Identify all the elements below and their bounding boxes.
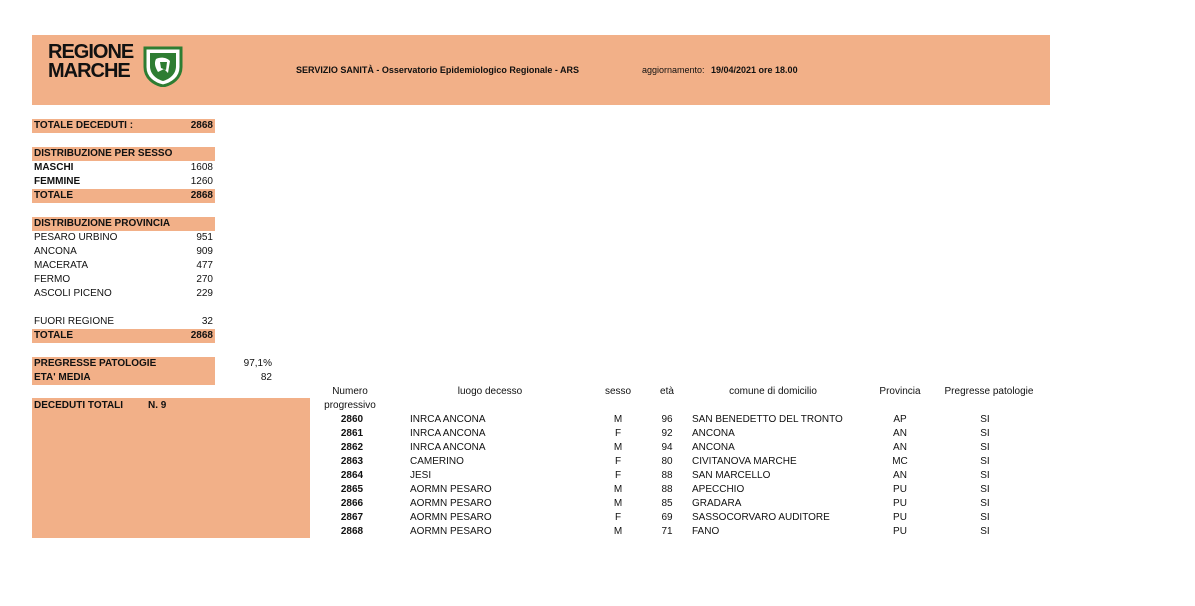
cell-provincia: PU [893,512,907,523]
cell-numero: 2860 [340,414,364,425]
cell-comune: CIVITANOVA MARCHE [692,456,797,467]
cell-comune: SASSOCORVARO AUDITORE [692,512,830,523]
cell-numero: 2868 [340,526,364,537]
column-header-provincia: Provincia [879,386,921,397]
cell-eta: 88 [661,470,673,481]
deceduti-totali-label: DECEDUTI TOTALI [34,400,124,411]
cell-comune: FANO [692,526,720,537]
cell-luogo: CAMERINO [410,456,464,467]
provincia-row [32,259,215,273]
sesso-label: FEMMINE [34,176,81,187]
cell-sesso: F [614,470,622,481]
cell-luogo: AORMN PESARO [410,484,492,495]
cell-luogo: INRCA ANCONA [410,428,486,439]
cell-provincia: AN [893,428,907,439]
cell-provincia: AP [893,414,907,425]
fuori-regione-row [32,315,215,329]
cell-luogo: AORMN PESARO [410,526,492,537]
cell-eta: 96 [661,414,673,425]
cell-eta: 71 [661,526,673,537]
column-header-eta: età [660,386,674,397]
header-title: SERVIZIO SANITÀ - Osservatorio Epidemiologico Regionale - ARS [296,65,580,75]
cell-comune: ANCONA [692,428,735,439]
cell-eta: 88 [661,484,673,495]
cell-numero: 2864 [340,470,364,481]
cell-eta: 69 [661,512,673,523]
provincia-label: MACERATA [34,260,89,271]
sesso-row-totale [32,189,215,203]
cell-comune: GRADARA [692,498,742,509]
cell-comune: SAN BENEDETTO DEL TRONTO [692,414,843,425]
cell-numero: 2867 [340,512,364,523]
cell-comune: ANCONA [692,442,735,453]
sesso-row-femmine [32,175,215,189]
totale-deceduti-value: 2868 [190,120,213,131]
cell-patologie: SI [980,442,990,453]
sesso-title-text: DISTRIBUZIONE PER SESSO [34,148,173,159]
update-value: 19/04/2021 ore 18.00 [711,65,798,75]
cell-comune: APECCHIO [692,484,745,495]
cell-numero: 2865 [340,484,364,495]
provincia-totale-value: 2868 [190,330,213,341]
pregresse-patologie-label: PREGRESSE PATOLOGIE [34,358,157,369]
regione-marche-emblem-icon [142,45,184,87]
cell-luogo: INRCA ANCONA [410,414,486,425]
column-header-patologie: Pregresse patologie [944,386,1034,397]
provincia-row [32,273,215,287]
provincia-label: PESARO URBINO [34,232,118,243]
cell-eta: 92 [661,428,673,439]
pregresse-patologie-value: 97,1% [243,358,272,369]
cell-sesso: M [613,498,623,509]
cell-luogo: INRCA ANCONA [410,442,486,453]
report-header [32,35,1050,105]
provincia-value: 909 [196,246,213,257]
sesso-label: MASCHI [34,162,74,173]
cell-sesso: M [613,484,623,495]
provincia-title-text: DISTRIBUZIONE PROVINCIA [34,218,171,229]
cell-patologie: SI [980,456,990,467]
cell-sesso: F [614,428,622,439]
regione-marche-logo: REGIONE MARCHE [48,41,134,82]
provincia-value: 270 [196,274,213,285]
sesso-value: 2868 [190,190,213,201]
cell-eta: 94 [661,442,673,453]
sesso-row-maschi [32,161,215,175]
cell-numero: 2866 [340,498,364,509]
sesso-value: 1260 [190,176,213,187]
sesso-label: TOTALE [34,190,74,201]
cell-patologie: SI [980,526,990,537]
cell-sesso: F [614,456,622,467]
cell-eta: 80 [661,456,673,467]
provincia-totale-row [32,329,215,343]
provincia-label: ASCOLI PICENO [34,288,112,299]
fuori-regione-label: FUORI REGIONE [34,316,115,327]
cell-provincia: PU [893,498,907,509]
cell-patologie: SI [980,484,990,495]
cell-provincia: AN [893,470,907,481]
totale-deceduti-label: TOTALE DECEDUTI : [34,120,134,131]
provincia-value: 951 [196,232,213,243]
eta-media-row [32,371,215,385]
cell-comune: SAN MARCELLO [692,470,771,481]
provincia-label: ANCONA [34,246,77,257]
pregresse-patologie-row [32,357,215,371]
provincia-totale-label: TOTALE [34,330,74,341]
cell-luogo: JESI [410,470,432,481]
provincia-value: 229 [196,288,213,299]
provincia-value: 477 [196,260,213,271]
cell-sesso: F [614,512,622,523]
cell-luogo: AORMN PESARO [410,512,492,523]
column-header-luogo: luogo decesso [457,386,523,397]
totale-deceduti-row [32,119,215,133]
deceduti-totali-box [32,398,310,538]
sesso-section-title [32,147,215,161]
eta-media-label: ETA' MEDIA [34,372,91,383]
cell-patologie: SI [980,512,990,523]
provincia-section-title [32,217,215,231]
cell-eta: 85 [661,498,673,509]
provincia-label: FERMO [34,274,71,285]
column-header-progressivo: progressivo [324,400,376,411]
cell-patologie: SI [980,428,990,439]
column-header-comune: comune di domicilio [729,386,817,397]
cell-provincia: AN [893,442,907,453]
cell-numero: 2863 [340,456,364,467]
deceduti-totali-count: N. 9 [148,400,167,411]
cell-numero: 2861 [340,428,364,439]
column-header-sesso: sesso [604,386,632,397]
eta-media-value: 82 [260,372,272,383]
cell-provincia: PU [893,484,907,495]
cell-patologie: SI [980,470,990,481]
fuori-regione-value: 32 [201,316,213,327]
cell-patologie: SI [980,414,990,425]
cell-luogo: AORMN PESARO [410,498,492,509]
sesso-value: 1608 [190,162,213,173]
update-label: aggiornamento: [642,65,705,75]
column-header-numero: Numero [332,386,368,397]
cell-provincia: PU [893,526,907,537]
cell-numero: 2862 [340,442,364,453]
cell-patologie: SI [980,498,990,509]
cell-sesso: M [613,526,623,537]
cell-sesso: M [613,414,623,425]
provincia-row [32,287,215,301]
provincia-row [32,231,215,245]
cell-provincia: MC [892,456,908,467]
provincia-row [32,245,215,259]
cell-sesso: M [613,442,623,453]
